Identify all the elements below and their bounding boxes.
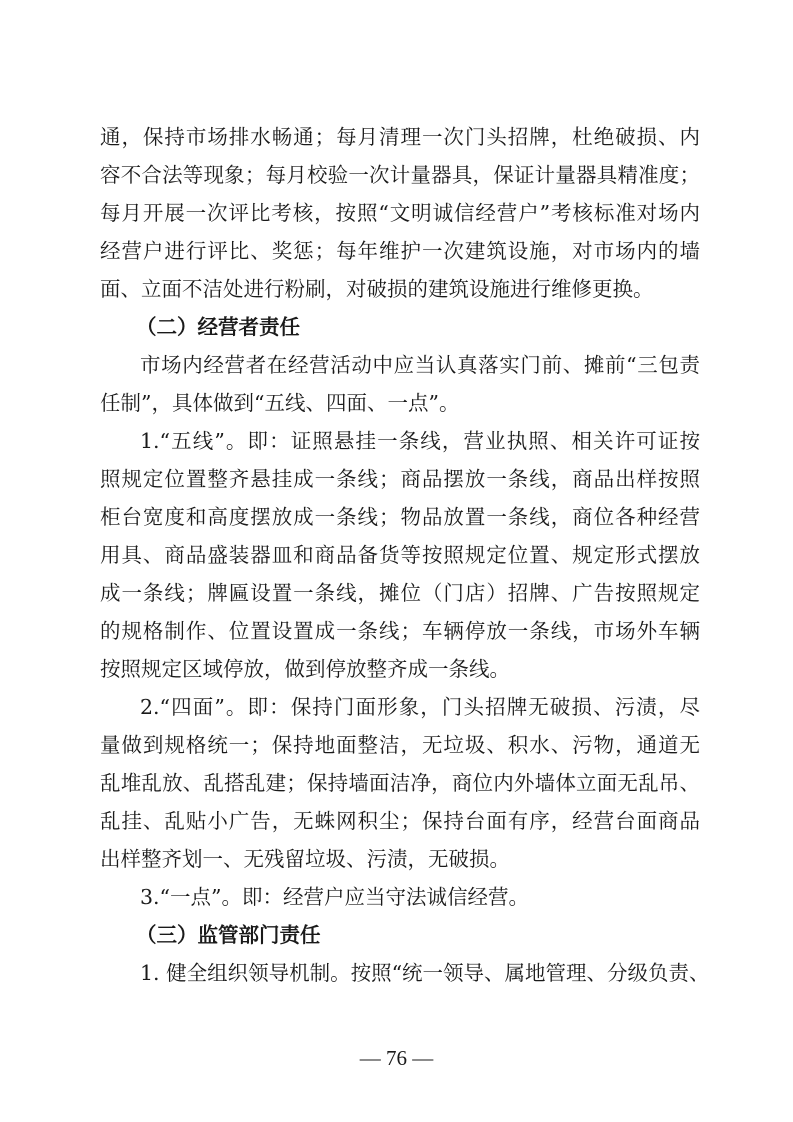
body-text-line: 按照规定区域停放，做到停放整齐成一条线。 <box>100 657 510 681</box>
body-text-line: 乱挂、乱贴小广告，无蛛网积尘；保持台面有序，经营台面商品 <box>100 809 700 833</box>
section-heading: （三）监管部门责任 <box>136 923 321 947</box>
body-text-line: 照规定位置整齐悬挂成一条线；商品摆放一条线，商品出样按照 <box>100 467 700 491</box>
body-text-line: 每月开展一次评比考核，按照“文明诚信经营户”考核标准对场内 <box>100 201 700 225</box>
page-number: — 76 — <box>359 1046 434 1070</box>
body-text-line: 1.“五线”。即：证照悬挂一条线，营业执照、相关许可证按 <box>140 429 700 453</box>
body-text-line: 通，保持市场排水畅通；每月清理一次门头招牌，杜绝破损、内 <box>100 125 700 149</box>
body-text-line: 2.“四面”。即：保持门面形象，门头招牌无破损、污渍，尽 <box>140 695 700 719</box>
body-text-line: 柜台宽度和高度摆放成一条线；物品放置一条线，商位各种经营 <box>100 505 700 529</box>
body-text-line: 成一条线；牌匾设置一条线，摊位（门店）招牌、广告按照规定 <box>100 581 700 605</box>
body-text-line: 1. 健全组织领导机制。按照“统一领导、属地管理、分级负责、 <box>140 961 710 985</box>
body-text-line: 用具、商品盛装器皿和商品备货等按照规定位置、规定形式摆放 <box>100 543 700 567</box>
body-text-line: 3.“一点”。即：经营户应当守法诚信经营。 <box>140 885 530 909</box>
section-heading: （二）经营者责任 <box>136 315 300 339</box>
body-text-line: 出样整齐划一、无残留垃圾、污渍，无破损。 <box>100 847 510 871</box>
body-text-line: 市场内经营者在经营活动中应当认真落实门前、摊前“三包责 <box>140 353 700 377</box>
body-text-line: 的规格制作、位置设置成一条线；车辆停放一条线，市场外车辆 <box>100 619 700 643</box>
body-text-line: 容不合法等现象；每月校验一次计量器具，保证计量器具精准度； <box>100 163 700 187</box>
body-text-line: 乱堆乱放、乱搭乱建；保持墙面洁净，商位内外墙体立面无乱吊、 <box>100 771 700 795</box>
body-text-line: 任制”，具体做到“五线、四面、一点”。 <box>100 391 460 415</box>
body-text-line: 量做到规格统一；保持地面整洁，无垃圾、积水、污物，通道无 <box>100 733 700 757</box>
body-text-line: 面、立面不洁处进行粉刷，对破损的建筑设施进行维修更换。 <box>100 277 654 301</box>
body-text-line: 经营户进行评比、奖惩；每年维护一次建筑设施，对市场内的墙 <box>100 239 700 263</box>
